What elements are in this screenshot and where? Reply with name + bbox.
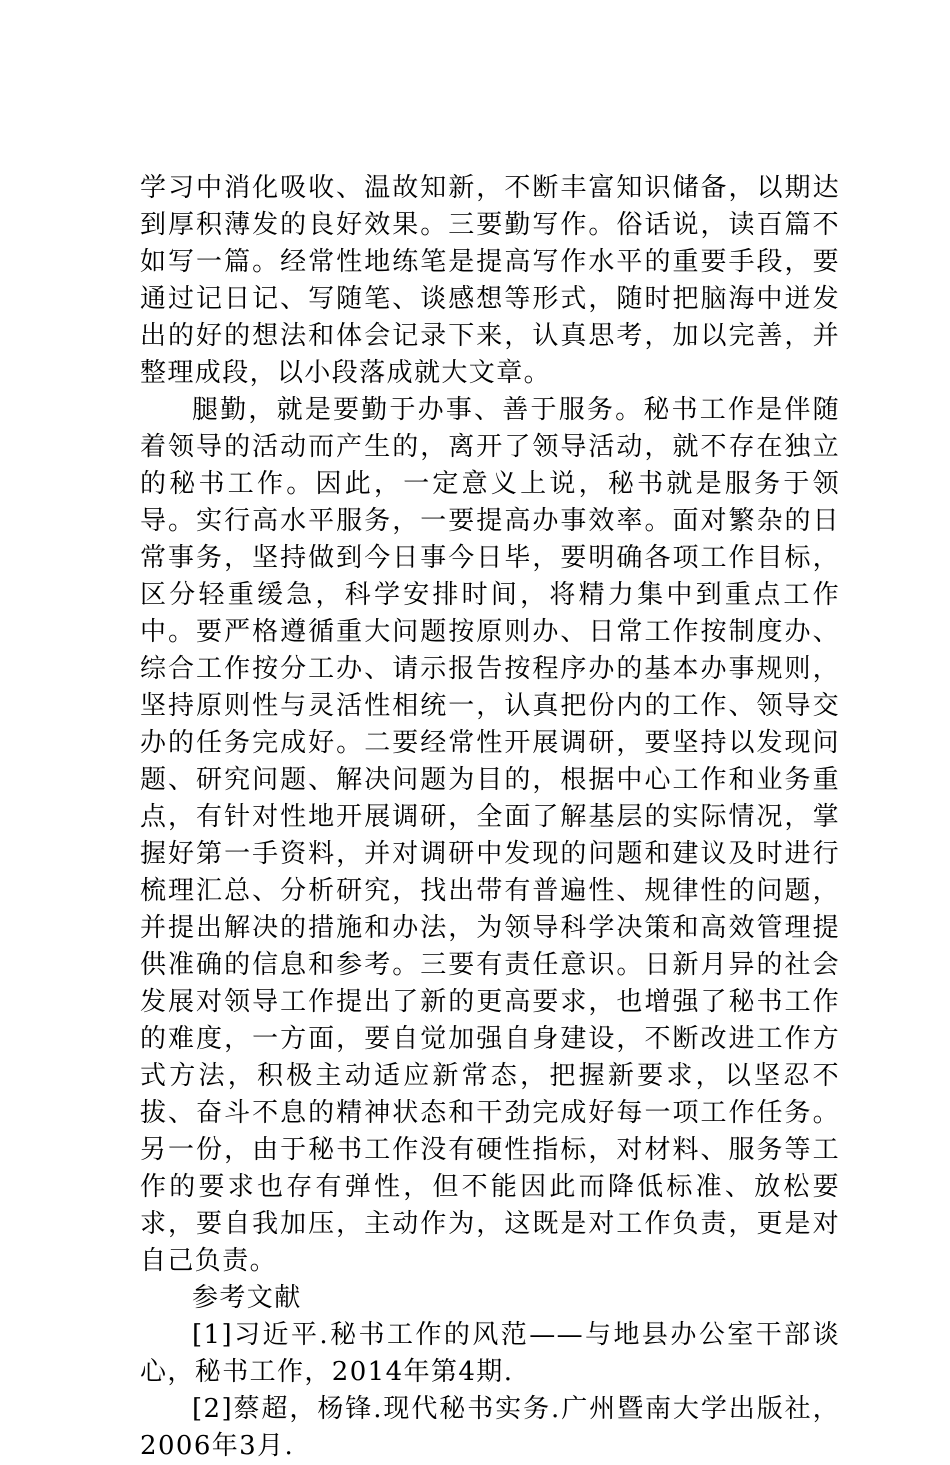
reference-item-2: [2]蔡超，杨锋.现代秘书实务.广州暨南大学出版社，2006年3月. xyxy=(140,1394,840,1461)
reference-item-1: [1]习近平.秘书工作的风范——与地县办公室干部谈心，秘书工作，2014年第4期. xyxy=(140,1320,840,1387)
body-paragraph-2: 腿勤，就是要勤于办事、善于服务。秘书工作是伴随着领导的活动而产生的，离开了领导活动，就不存在独立的秘书工作。因此，一定意义上说，秘书就是服务于领导。实行高水平服务，一要提高办事效率。面对繁杂的日常事务，坚持做到今日事今日毕，要明确各项工作目标，区分轻重缓急，科学安排时间，将精力集中到重点工作中。要严格遵循重大问题按原则办、日常工作按制度办、综合工作按分工办、请示报告按程序办的基本办事规则，坚持原则性与灵活性相统一，认真把份内的工作、领导交办的任务完成好。二要经常性开展调研，要坚持以发现问题、研究问题、解决问题为目的，根据中心工作和业务重点，有针对性地开展调研，全面了解基层的实际情况，掌握好第一手资料，并对调研中发现的问题和建议及时进行梳理汇总、分析研究，找出带有普遍性、规律性的问题，并提出解决的措施和办法，为领导科学决策和高效管理提供准确的信息和参考。三要有责任意识。日新月异的社会发展对领导工作提出了新的更高要求，也增强了秘书工作的难度，一方面，要自觉加强自身建设，不断改进工作方式方法，积极主动适应新常态，把握新要求，以坚忍不拔、奋斗不息的精神状态和干劲完成好每一项工作任务。另一份，由于秘书工作没有硬性指标，对材料、服务等工作的要求也存有弹性，但不能因此而降低标准、放松要求，要自我加压，主动作为，这既是对工作负责，更是对自己负责。 xyxy=(140,395,840,1276)
body-paragraph-1: 学习中消化吸收、温故知新，不断丰富知识储备，以期达到厚积薄发的良好效果。三要勤写作。俗话说，读百篇不如写一篇。经常性地练笔是提高写作水平的重要手段，要通过记日记、写随笔、谈感想等形式，随时把脑海中迸发出的好的想法和体会记录下来，认真思考，加以完善，并整理成段，以小段落成就大文章。 xyxy=(140,173,840,388)
references-heading: 参考文献 xyxy=(192,1283,302,1313)
document-page xyxy=(140,170,840,1465)
